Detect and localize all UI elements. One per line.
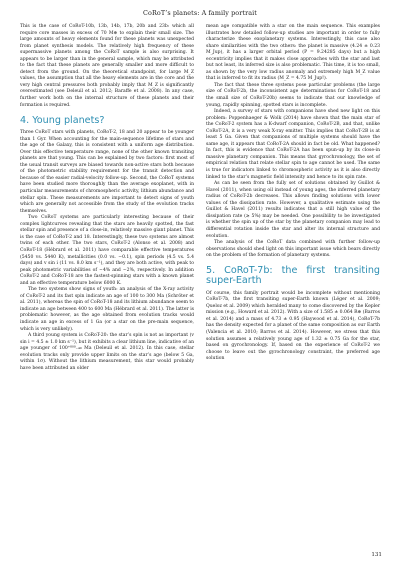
paragraph: A third young system is CoRoT-20: the star’s spin is not as important (v sin i = 4.5 ± 1.0 km s⁻¹), but it exhibits a clear lithium line, indicative of an age younger of 100⁺⁸⁰⁰₋₄₀ Ma (Deleuil et al. 2012). In this case, stellar evolution tracks only provide upper limits on the star’s age (below 5 Ga, within 1σ). Without the lithium measurement, this star would probably have been attributed an older [20, 333, 194, 371]
paragraph: Two CoRoT systems are particularly interesting because of their complex lightcurves revealing that the stars are heavily spotted, the fast stellar spin and presence of a close-in, relatively massive giant planet. This is the case of CoRoT-2 and 18. Interestingly, these two systems are almost twins of each other. The two stars, CoRoT-2 (Alonso et al. 2008) and CoRoT-18 (Hébrard et al. 2011) have comparable effective temperatures (5450 vs. 5440 K), metallicities (0.0 vs. −0.1), spin periods (4.5 vs. 5.4 days) and v sin i (11 vs. 8.0 km s⁻¹), and they are both active, with peak to peak photometric variabilities of ∼4% and ∼2%, respectively. In addition CoRoT-2 and CoRoT-18 are the fastest-spinning stars with a known planet and an effective temperature below 6000 K. [20, 215, 194, 286]
running-head: CoRoT’s planets: A family portrait [143, 9, 257, 17]
paragraph: The two systems show signs of youth: an analysis of the X-ray activity of CoRoT-2 and its fast spin indicate an age of 100 to 300 Ma (Schröter et al. 2011), whereas the spin of CoRoT-18 and its lithium abundance seem to indicate an age between 400 to 600 Ma (Hébrard et al. 2011). The latter is problematic however, as the age obtained from evolution tracks would indicate an age in excess of 1 Ga (or a star on the pre-main sequence, which is very unlikely). [20, 287, 194, 332]
paragraph: Of course, this family portrait would be incomplete without mentioning CoRoT-7b, the first transiting super-Earth known (Léger et al. 2009; Queloz et al. 2009) which heralded many to come discovered by the Kepler mission (e.g., Howard et al. 2012). With a size of 1.585 ± 0.064 R⊕ (Barros et al. 2014) and a mass of 4.73 ± 0.95 (Haywood et al. 2014), CoRoT-7b has the density expected for a planet of the same composition as our Earth (Valencia et al. 2010; Barros et al. 2014). However, we stress that this solution assumes a relatively young age of 1.32 ± 0.75 Ga for the star, based on gyrochronology. If, based on the experience of CoRoT-2 we choose to leave out the gyrochronology constraint, the preferred age solution [206, 290, 380, 362]
paragraph: As can be seen from the fully set of solutions obtained by Guillot & Havel (2011), when using oil instead of young ages, the inferred planetary radius of CoRoT-2b decreases. This allows finding solutions with lower values of the dissipation rate. However, a qualitative estimate using the Guillot & Havel (2011) results indicates that a still high value of the dissipation rate (≳ 5%) may be needed. One possibility to be investigated is whether the spin up of the star by the planetary companion may lead to differential rotation inside the star and alter its internal structure and evolution. [206, 181, 380, 239]
left-column [20, 24, 194, 372]
page-number: 131 [371, 552, 382, 558]
paragraph: This is the case of CoRoT-10b, 13b, 14b, 17b, 20b and 23b: which all require core masses in excess of 70 M⊕ to explain their small size. The large amounts of heavy elements found for these planets was unexpected from planet synthesis models. The relatively high frequency of these supermassive planets among the CoRoT sample is also surprising. It appears to be larger than in the general sample, which may be attributed to the fact that these planets are generally smaller and more difficult to detect from the ground. On the theoretical standpoint, for large M_Z values, the assumption that all the heavy elements are in the core and the very high central pressures both probably imply that M_Z is significantly overestimated (see Deleuil et al. 2012; Baraffe et al. 2008). In any case, further work both on the internal structure of these planets and their formation is required. [20, 24, 194, 108]
right-column [206, 24, 380, 363]
paragraph: Three CoRoT stars with planets, CoRoT-2, 18 and 20 appear to be younger than 1 Gyr. When accounting for the main-sequence lifetime of stars and the age of the Galaxy, this is consistent with a uniform age distribution. Over this effective temperature range, none of the other known transiting planets are that young. This can be explained by two factors: first most of the usual transit surveys are biased towards non-active stars both because of the photometric stability requirement for the transit detection and because of the easier radial-velocity follow-up. Second, the CoRoT systems have been studied more thoroughly than the average exoplanet, with in particular measurements of chromospheric activity, lithium abundance and stellar spin. These measurements are important to detect signs of youth which are generally not accessible from the study of the evolution tracks themselves. [20, 130, 194, 214]
paragraph: The fact that these three systems pose particular problems (the large size of CoRoT-2b, the inconsistent age determinations for CoRoT-18 and the small size of CoRoT-20b) seems to indicate that our knowledge of young, rapidly spinning, spotted stars is incomplete. [206, 82, 380, 108]
paragraph: mean age compatible with a star on the main sequence. This examples illustrates how detailed follow-up studies are important in order to fully characterize these exoplanetary systems. Interestingly, this case also share similarities with the two others: the planet is massive (4.24 ± 0.23 M_Jup), it has a larger orbital period (P = 9.24285 days) but a high eccentricity implies that it makes close approaches with the star and last but not least, its inferred size is also problematic. This time, it is too small, as shown by the very low radius anomaly and extremely high M_Z value that is inferred to fit its radius (M_Z = 4.75 M_Jup!). [206, 24, 380, 82]
section-heading-corot-7b: 5. CoRoT-7b: the first transiting super-Earth [206, 264, 380, 287]
paragraph: The analysis of the CoRoT data combined with further follow-up observations should shed light on this important issue which bears directly on the problem of the formation of planetary systems. [206, 240, 380, 259]
paragraph: Indeed, a survey of stars with companions have shed new light on this problem: Poppenhaeger & Wolk (2014) have shown that the main star of the CoRoT-2 system has a K-dwarf companion, CoRoT-2B, and that, unlike CoRoT-2A, it is a very weak X-ray emitter. This implies that CoRoT-2B is at least 5 Ga. Given that companions of multiple systems should have the same age, it appears that CoRoT-2A should in fact be old. What happened? In fact, this is evidence that CoRoT-2A has been spun-up by its close-in massive planetary companion. This means that gyrochronology, the set of empirical relation that relate stellar spin to age cannot be used. The same is true for indicators linked to chromospheric activity as it is also directly linked to the star’s magnetic field intensity and hence to its spin rate. [206, 109, 380, 180]
section-heading-young-planets: 4. Young planets? [20, 115, 105, 127]
